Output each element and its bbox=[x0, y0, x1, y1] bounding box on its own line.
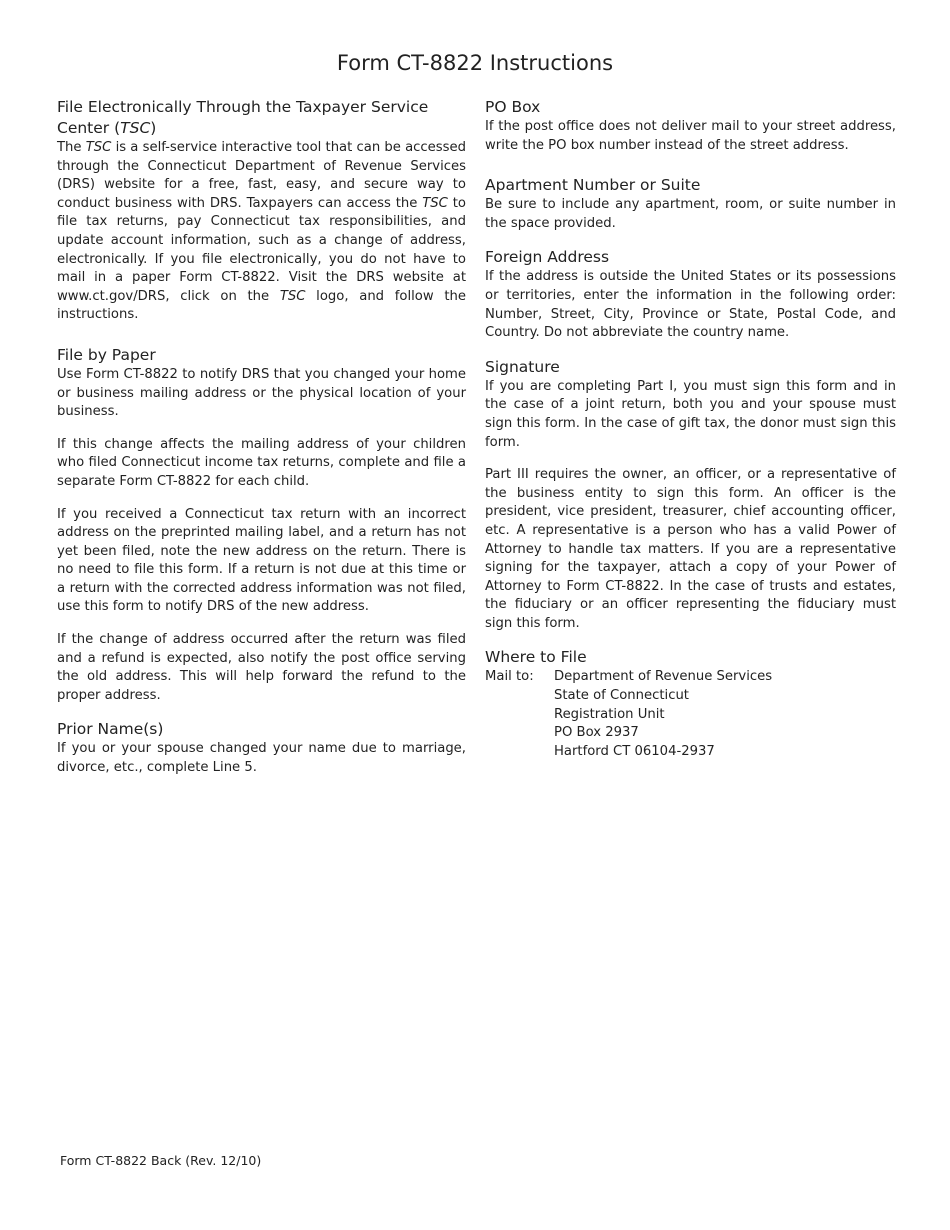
section-where-to-file bbox=[485, 647, 896, 761]
section-heading: Apartment Number or Suite bbox=[485, 176, 701, 195]
address-line: Hartford CT 06104-2937 bbox=[554, 743, 715, 759]
section-po-box bbox=[485, 97, 896, 155]
right-column bbox=[485, 97, 896, 761]
section-heading: Prior Name(s) bbox=[57, 720, 164, 739]
section-heading bbox=[57, 97, 466, 139]
left-column bbox=[57, 97, 466, 792]
paragraph: If the post office does not deliver mail to your street address, write the PO box number instead of the street address. bbox=[485, 119, 896, 153]
heading-abbr: TSC bbox=[120, 119, 151, 137]
address-line: State of Connecticut bbox=[554, 688, 689, 704]
tsc-abbr: TSC bbox=[422, 195, 448, 211]
section-heading: Foreign Address bbox=[485, 248, 610, 267]
paragraph: If the address is outside the United States or its possessions or territories, enter the information in the following order: Number, Street, City, Province or State, Postal Code, and Country. Do not abbreviate the country name. bbox=[485, 269, 896, 341]
text: to file tax returns, pay Connecticut tax responsibilities, and update account information, such as a change of address, electronically. If you file electronically, you do not have to mail in a paper Form CT-8822. Visit the DRS website at www.ct.gov/DRS, click on the bbox=[57, 195, 466, 304]
heading-text: File Electronically Through the Taxpayer Service Center ( bbox=[57, 98, 429, 137]
paragraph: If this change affects the mailing address of your children who filed Connecticut income tax returns, complete and file a separate Form CT-8822 for each child. bbox=[57, 436, 466, 489]
section-heading: PO Box bbox=[485, 98, 541, 116]
section-foreign-address bbox=[485, 247, 896, 342]
page-title: Form CT-8822 Instructions bbox=[336, 51, 614, 75]
paragraph: If you or your spouse changed your name due to marriage, divorce, etc., complete Line 5. bbox=[57, 741, 466, 776]
address-line: Department of Revenue Services bbox=[554, 669, 773, 685]
text: The bbox=[57, 140, 86, 155]
mailing-address bbox=[485, 668, 896, 761]
paragraph bbox=[57, 139, 466, 325]
address-line: PO Box 2937 bbox=[554, 725, 639, 741]
section-file-electronically bbox=[57, 97, 466, 325]
text: logo, and follow the instructions. bbox=[57, 288, 466, 323]
section-heading: File by Paper bbox=[57, 345, 156, 364]
paragraph: Use Form CT-8822 to notify DRS that you changed your home or business mailing address or the physical location of your business. bbox=[57, 366, 466, 420]
paragraph: If the change of address occurred after the return was filed and a refund is expected, also notify the post office serving the old address. This will help forward the refund to the proper address. bbox=[57, 632, 466, 703]
address-lines bbox=[554, 668, 772, 761]
section-signature bbox=[485, 357, 896, 634]
section-apartment bbox=[485, 175, 896, 233]
tsc-abbr: TSC bbox=[85, 140, 112, 155]
section-heading: Where to File bbox=[485, 648, 587, 667]
mail-to-label: Mail to: bbox=[485, 669, 534, 685]
paragraph: If you are completing Part I, you must sign this form and in the case of a joint return, both you and your spouse must sign this form. In the case of gift tax, the donor must sign this form. bbox=[485, 378, 896, 450]
section-prior-names bbox=[57, 719, 466, 777]
text: is a self-service interactive tool that can be accessed through the Connecticut Department of Revenue Services (DRS) website for a free, fast, easy, and secure way to conduct business with DRS. Taxpayers can access the bbox=[57, 140, 466, 211]
section-file-by-paper bbox=[57, 345, 466, 706]
heading-text-end: ) bbox=[150, 119, 157, 137]
tsc-abbr: TSC bbox=[279, 288, 306, 304]
address-line: Registration Unit bbox=[554, 706, 665, 722]
form-footer: Form CT-8822 Back (Rev. 12/10) bbox=[60, 1153, 262, 1168]
section-heading: Signature bbox=[485, 357, 560, 376]
paragraph: Be sure to include any apartment, room, or suite number in the space provided. bbox=[485, 197, 896, 231]
paragraph: Part III requires the owner, an officer, or a representative of the business entity to sign this form. An officer is the president, vice president, treasurer, chief accounting officer, etc. A representative is a person who has a valid Power of Attorney to handle tax matters. If you are a representative signing for the taxpayer, attach a copy of your Power of Attorney to Form CT-8822. In the case of trusts and estates, the fiduciary or an officer representing the fiduciary must sign this form. bbox=[485, 467, 896, 631]
paragraph: If you received a Connecticut tax return with an incorrect address on the preprinted mailing label, and a return has not yet been filed, note the new address on the return. There is no need to file this form. If a return is not due at this time or a return with the corrected address information was not filed, use this form to notify DRS of the new address. bbox=[57, 506, 466, 615]
